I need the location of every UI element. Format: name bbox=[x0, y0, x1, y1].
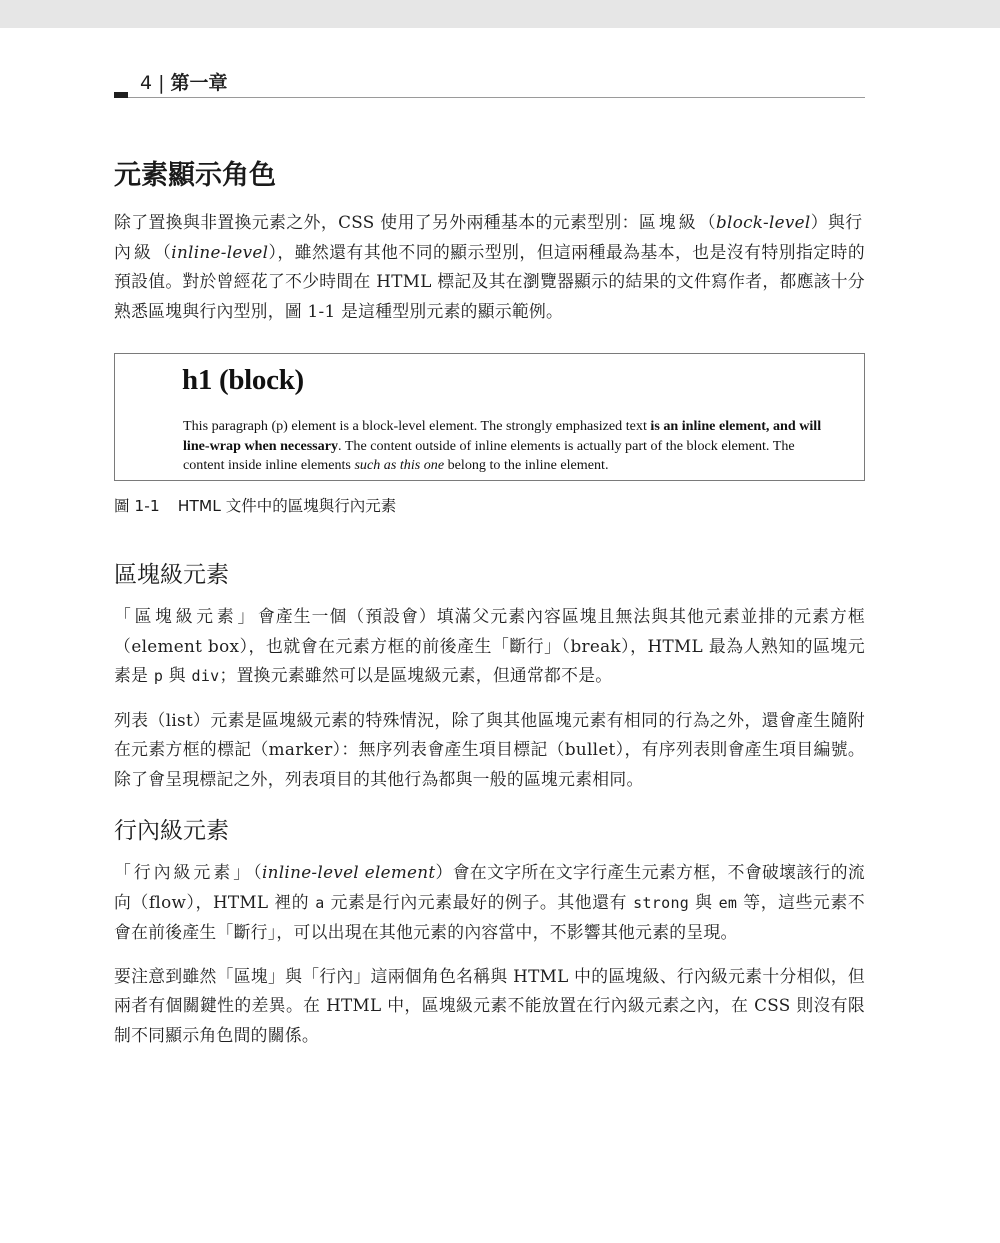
block-paragraph-1 bbox=[114, 602, 865, 692]
code-div: div bbox=[191, 667, 220, 685]
figure-caption-number: 圖 1-1 bbox=[114, 497, 160, 515]
section-title: 元素顯示角色 bbox=[114, 160, 276, 191]
page-number: 4 bbox=[140, 72, 153, 94]
figure-caption bbox=[114, 494, 865, 516]
figure-text-1: This paragraph (p) element is a block-level element. The strongly emphasized text bbox=[183, 418, 651, 434]
code-p: p bbox=[153, 667, 164, 685]
book-page bbox=[114, 60, 865, 1050]
inline-p1-text-2: ）會在文字所在文字行產生元素方框，不會破壞該行的流向（flow），HTML 裡的 bbox=[114, 862, 866, 912]
figure-heading: h1 (block) bbox=[182, 364, 304, 396]
intro-text-2: （ bbox=[698, 212, 716, 232]
intro-paragraph bbox=[114, 208, 865, 326]
figure-em-text: such as this one bbox=[354, 457, 445, 473]
inline-p1-text-3: 元素是行內元素最好的例子。其他還有 bbox=[324, 891, 634, 912]
inline-p1-text-5: 等，這些元素不會在前後產生「斷行」，可以出現在其他元素的內容當中，不影響其他元素的呈現。 bbox=[114, 891, 865, 942]
block-p1-text-2: 與 bbox=[163, 665, 192, 685]
top-margin-band bbox=[0, 0, 1000, 28]
code-a: a bbox=[315, 893, 325, 912]
inline-section-title: 行內級元素 bbox=[114, 818, 229, 844]
intro-text-4: （ bbox=[153, 241, 172, 262]
figure-1-1-illustration bbox=[114, 353, 865, 481]
running-head bbox=[114, 60, 865, 98]
inline-paragraph-2: 要注意到雖然「區塊」與「行內」這兩個角色名稱與 HTML 中的區塊級、行內級元素十分相似，但兩者有個關鍵性的差異。在 HTML 中，區塊級元素不能放置在行內級元素之內，在 CSS 則沒有限制不同顯示角色間的關係。 bbox=[114, 965, 865, 1045]
term-block-level-en: block-level bbox=[716, 212, 811, 232]
term-block-element: 「區塊級元素」 bbox=[114, 606, 259, 626]
figure-strong-text: is an inline element, and will line-wrap when necessary bbox=[183, 418, 822, 454]
term-block-level: 區塊級 bbox=[638, 212, 699, 232]
inline-p1-text-4: 與 bbox=[689, 891, 719, 912]
code-strong: strong bbox=[633, 893, 690, 912]
thumb-tab-marker bbox=[114, 92, 128, 98]
intro-text-1: 除了置換與非置換元素之外，CSS 使用了另外兩種基本的元素型別： bbox=[114, 212, 639, 232]
intro-text-3: ）與 bbox=[810, 212, 846, 232]
running-head-separator: | bbox=[158, 72, 165, 94]
running-head-text bbox=[140, 68, 228, 95]
intro-text-5: ），雖然還有其他不同的顯示型別，但這兩種最為基本，也是沒有特別指定時的預設值。對於曾經花了不少時間在 HTML 標記及其在瀏覽器顯示的結果的文件寫作者，都應該十分熟悉區塊與行內型別，圖 1-1 是這種型別元素的顯示範例。 bbox=[114, 241, 865, 321]
term-inline-element-en: inline-level element bbox=[261, 862, 436, 882]
figure-text-2: . The content outside of inline elements is actually part of the block element. The content inside inline elements bbox=[183, 437, 795, 473]
block-p1-text-1: 會產生一個（預設會）填滿父元素內容區塊且無法與其他元素並排的元素方框（element box），也就會在元素方框的前後產生「斷行」（break），HTML 最為人熟知的區塊元素是 bbox=[114, 606, 865, 685]
term-inline-element: 「行內級元素」 bbox=[114, 862, 254, 882]
figure-caption-text: HTML 文件中的區塊與行內元素 bbox=[177, 497, 397, 515]
block-p1-text-3: ；置換元素雖然可以是區塊級元素，但通常都不是。 bbox=[219, 665, 613, 685]
chapter-label: 第一章 bbox=[170, 72, 228, 94]
block-section-title: 區塊級元素 bbox=[114, 562, 229, 588]
inline-paragraph-1 bbox=[114, 858, 865, 948]
figure-text-3: belong to the inline element. bbox=[444, 457, 609, 473]
code-em: em bbox=[718, 893, 738, 912]
block-paragraph-2: 列表（list）元素是區塊級元素的特殊情況，除了與其他區塊元素有相同的行為之外，還會產生隨附在元素方框的標記（marker）：無序列表會產生項目標記（bullet），有序列表則會產生項目編號。除了會呈現標記之外，列表項目的其他行為都與一般的區塊元素相同。 bbox=[114, 709, 865, 789]
figure-paragraph bbox=[183, 417, 823, 476]
term-inline-level-en: inline-level bbox=[171, 241, 269, 262]
term-inline-level: 行內級 bbox=[114, 212, 865, 262]
inline-p1-text-1: （ bbox=[253, 862, 262, 882]
